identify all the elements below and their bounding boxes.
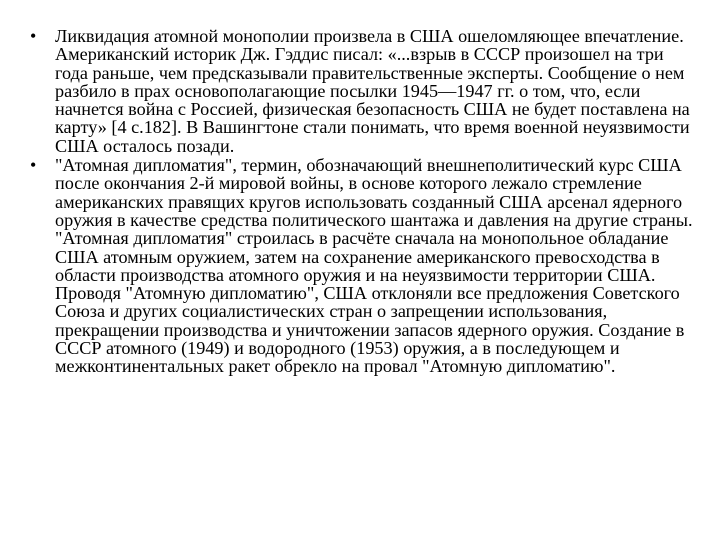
- bullet-marker: •: [30, 26, 37, 46]
- bullet-marker: •: [30, 155, 37, 176]
- bullet-text: "Атомная дипломатия", термин, обозначающий внешнеполитический курс США после окончания 2-й мировой войны, в основе которого лежало стремление американских правящих кругов использовать созданный США арсенал ядерного оружия в качестве средства политического шантажа и давления на другие страны. "Атомная дипломатия" строилась в расчёте сначала на монопольное обладание США атомным оружием, затем на сохранение американского превосходства в области производства атомного оружия и на неуязвимости территории США. Проводя "Атомную дипломатию", США отклоняли все предложения Советского Союза и других социалистических стран о запрещении использования, прекращении производства и уничтожении запасов ядерного оружия. Создание в СССР атомного (1949) и водородного (1953) оружия, а в последующем и межконтинентальных ракет обрекло на провал "Атомную дипломатию".: [55, 155, 693, 377]
- bullet-text: Ликвидация атомной монополии произвела в США ошеломляющее впечатление. Американский историк Дж. Гэддис писал: «...взрыв в СССР произошел на три года раньше, чем предсказывали правительственные эксперты. Сообщение о нем разбило в прах основополагающие посылки 1945—1947 гг. о том, что, если начнется война с Россией, физическая безопасность США не будет поставлена на карту» [4 с.182]. В Вашингтоне стали понимать, что время военной неуязвимости США осталось позади.: [55, 26, 690, 156]
- bullet-item-atomic-diplomacy: [30, 156, 700, 376]
- bullet-item-liquidation: [30, 27, 700, 155]
- bullet-list: [30, 27, 700, 377]
